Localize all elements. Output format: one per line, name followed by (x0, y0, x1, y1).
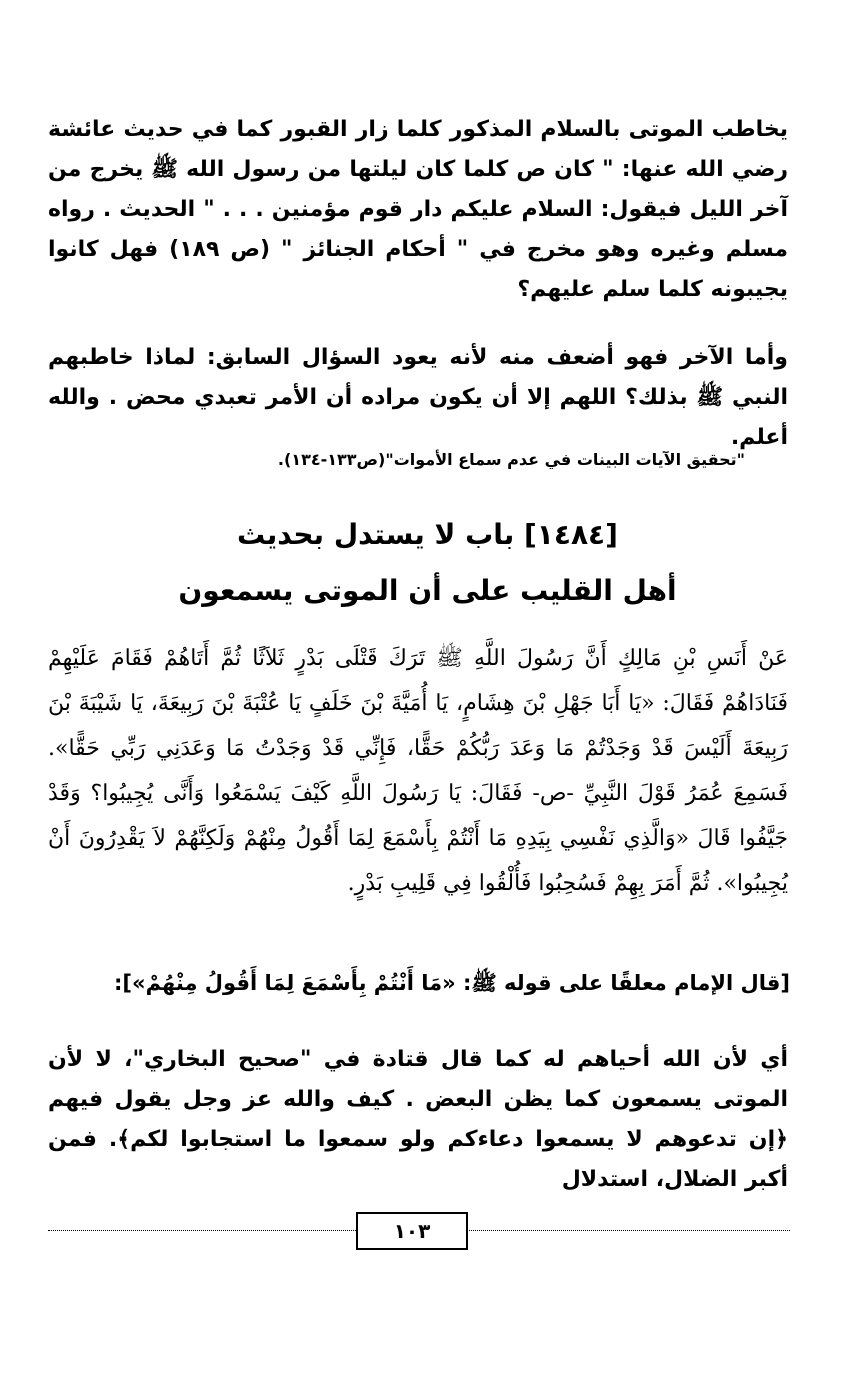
chapter-heading-line-1: [١٤٨٤] باب لا يستدل بحديث (237, 518, 618, 551)
paragraph-2: وأما الآخر فهو أضعف منه لأنه يعود السؤال السابق: لماذا خاطبهم النبي ﷺ بذلك؟ اللهم إلا أن يكون مراده أن الأمر تعبدي محض . والله أعلم. (48, 345, 788, 450)
paragraph-3: أي لأن الله أحياهم له كما قال قتادة في "صحيح البخاري"، لا لأن الموتى يسمعون كما يظن البعض . كيف والله عز وجل يقول فيهم ﴿إن تدعوهم لا يسمعوا دعاءكم ولو سمعوا ما استجابوا لكم﴾. فمن أكبر الضلال، استدلال (48, 1047, 788, 1192)
page-number: ١٠٣ (356, 1212, 468, 1250)
source-citation: "تحقيق الآيات البينات في عدم سماع الأموات"(ص١٣٣-١٣٤). (277, 450, 745, 469)
chapter-heading-line-2: أهل القليب على أن الموتى يسمعون (178, 574, 677, 607)
paragraph-1: يخاطب الموتى بالسلام المذكور كلما زار القبور كما في حديث عائشة رضي الله عنها: " كان ص كلما كان ليلتها من رسول الله ﷺ يخرج من آخر الليل فيقول: السلام عليكم دار قوم مؤمنين . . . " الحديث . رواه مسلم وغيره وهو مخرج في " أحكام الجنائز " (ص ١٨٩) فهل كانوا يجيبونه كلما سلم عليهم؟ (48, 117, 788, 302)
hadith-text: عَنْ أَنَسِ بْنِ مَالِكٍ أَنَّ رَسُولَ اللَّهِ ﷺ تَرَكَ قَتْلَى بَدْرٍ ثَلاَثًا ثُمَّ أَتَاهُمْ فَقَامَ عَلَيْهِمْ فَنَادَاهُمْ فَقَالَ: «يَا أَبَا جَهْلِ بْنَ هِشَامٍ، يَا أُمَيَّةَ بْنَ خَلَفٍ يَا عُتْبَةَ بْنَ رَبِيعَةَ، يَا شَيْبَةَ بْنَ رَبِيعَةَ أَلَيْسَ قَدْ وَجَدْتُمْ مَا وَعَدَ رَبُّكُمْ حَقًّا، فَإِنِّي قَدْ وَجَدْتُ مَا وَعَدَنِي رَبِّي حَقًّا». فَسَمِعَ عُمَرُ قَوْلَ النَّبِيِّ -ص- فَقَالَ: يَا رَسُولَ اللَّهِ كَيْفَ يَسْمَعُوا وَأَنَّى يُجِيبُوا؟ وَقَدْ جَيَّفُوا قَالَ «وَالَّذِي نَفْسِي بِيَدِهِ مَا أَنْتُمْ بِأَسْمَعَ لِمَا أَقُولُ مِنْهُمْ وَلَكِنَّهُمْ لاَ يَقْدِرُونَ أَنْ يُجِيبُوا». ثُمَّ أَمَرَ بِهِمْ فَسُحِبُوا فَأُلْقُوا فِي قَلِيبِ بَدْرٍ. (48, 646, 788, 896)
comment-title: [قال الإمام معلقًا على قوله ﷺ: «مَا أَنْتُمْ بِأَسْمَعَ لِمَا أَقُولُ مِنْهُمْ»]: (114, 971, 790, 995)
